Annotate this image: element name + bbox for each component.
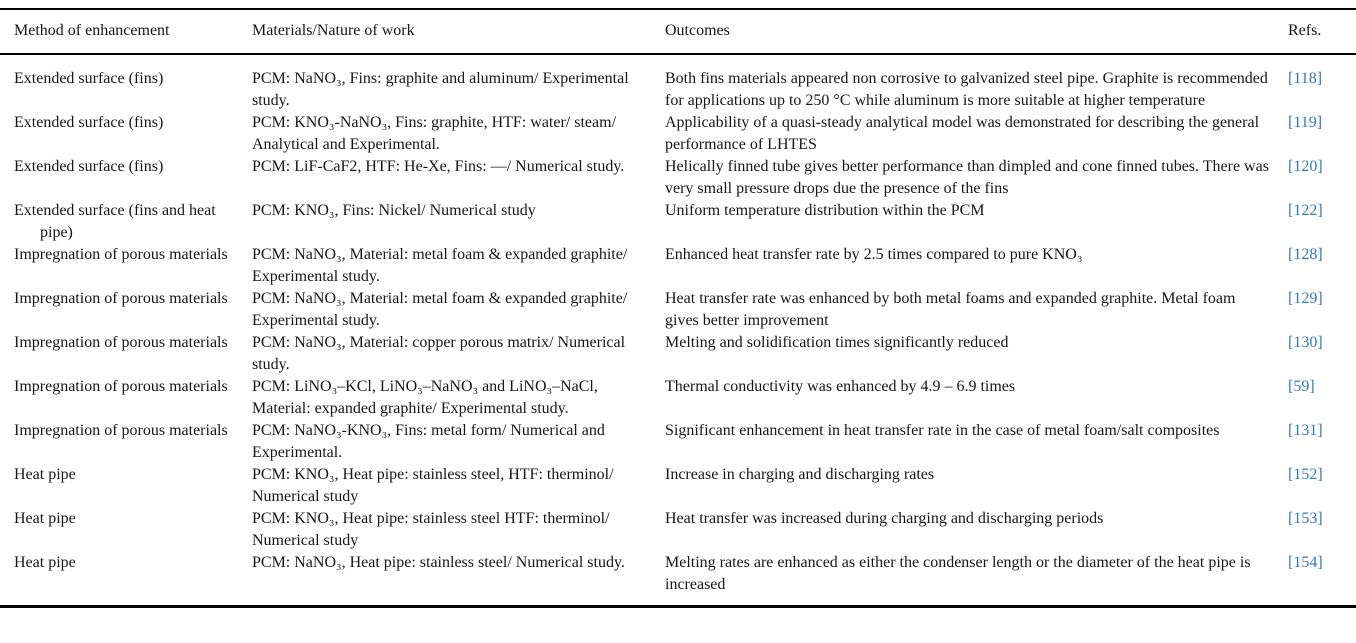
table-row [0, 464, 1356, 508]
refs-cell [1288, 420, 1356, 464]
method-cell: Impregnation of porous materials [14, 422, 228, 439]
table-row [0, 288, 1356, 332]
outcomes-cell: Significant enhancement in heat transfer rate in the case of metal foam/salt composites [665, 422, 1220, 439]
refs-cell [1288, 156, 1356, 200]
column-header-materials: Materials/Nature of work [252, 9, 665, 54]
materials-cell: PCM: KNO₃-NaNO₃, Fins: graphite, HTF: water/ steam/ Analytical and Experimental. [252, 114, 617, 153]
materials-cell: PCM: LiNO₃–KCl, LiNO₃–NaNO₃ and LiNO₃–NaCl, Material: expanded graphite/ Experimental study. [252, 378, 598, 417]
enhancement-methods-table [0, 8, 1356, 608]
materials-cell: PCM: NaNO₃, Heat pipe: stainless steel/ Numerical study. [252, 554, 625, 571]
refs-cell [1288, 332, 1356, 376]
method-cell: Impregnation of porous materials [14, 246, 228, 263]
outcomes-cell: Heat transfer was increased during charging and discharging periods [665, 510, 1104, 527]
table-header [0, 9, 1356, 54]
reference-link[interactable]: [118] [1288, 70, 1323, 87]
reference-link[interactable]: [154] [1288, 554, 1323, 571]
method-cell: Extended surface (fins) [14, 70, 164, 87]
table-row [0, 112, 1356, 156]
refs-cell [1288, 288, 1356, 332]
reference-link[interactable]: [152] [1288, 466, 1323, 483]
outcomes-cell: Applicability of a quasi-steady analytical model was demonstrated for describing the general performance of LHTES [665, 114, 1260, 153]
refs-cell [1288, 464, 1356, 508]
method-cell: Extended surface (fins and heat pipe) [14, 202, 216, 241]
outcomes-cell: Both fins materials appeared non corrosive to galvanized steel pipe. Graphite is recommended for applications up to 250 °C while aluminum is more suitable at higher temperature [665, 70, 1268, 109]
refs-cell [1288, 376, 1356, 420]
outcomes-cell: Enhanced heat transfer rate by 2.5 times compared to pure KNO₃ [665, 246, 1083, 263]
materials-cell: PCM: NaNO₃-KNO₃, Fins: metal form/ Numerical and Experimental. [252, 422, 605, 461]
table-row [0, 552, 1356, 607]
outcomes-cell: Melting and solidification times significantly reduced [665, 334, 1009, 351]
refs-cell [1288, 244, 1356, 288]
column-header-method: Method of enhancement [0, 9, 252, 54]
refs-cell [1288, 552, 1356, 607]
reference-link[interactable]: [59] [1288, 378, 1315, 395]
column-header-refs: Refs. [1288, 9, 1356, 54]
method-cell: Impregnation of porous materials [14, 290, 228, 307]
method-cell: Extended surface (fins) [14, 114, 164, 131]
table-row [0, 332, 1356, 376]
method-cell: Extended surface (fins) [14, 158, 164, 175]
materials-cell: PCM: NaNO₃, Material: metal foam & expanded graphite/ Experimental study. [252, 290, 628, 329]
materials-cell: PCM: NaNO₃, Material: copper porous matrix/ Numerical study. [252, 334, 626, 373]
materials-cell: PCM: KNO₃, Heat pipe: stainless steel, HTF: therminol/ Numerical study [252, 466, 614, 505]
method-cell: Heat pipe [14, 510, 76, 527]
refs-cell [1288, 200, 1356, 244]
header-row [0, 9, 1356, 54]
outcomes-cell: Uniform temperature distribution within the PCM [665, 202, 985, 219]
table-row [0, 420, 1356, 464]
table-body [0, 54, 1356, 607]
reference-link[interactable]: [120] [1288, 158, 1323, 175]
table-row [0, 376, 1356, 420]
materials-cell: PCM: KNO₃, Fins: Nickel/ Numerical study [252, 202, 536, 219]
refs-cell [1288, 112, 1356, 156]
table-row [0, 54, 1356, 112]
materials-cell: PCM: NaNO₃, Material: metal foam & expanded graphite/ Experimental study. [252, 246, 628, 285]
outcomes-cell: Increase in charging and discharging rates [665, 466, 935, 483]
materials-cell: PCM: KNO₃, Heat pipe: stainless steel HTF: therminol/ Numerical study [252, 510, 610, 549]
materials-cell: PCM: LiF-CaF2, HTF: He-Xe, Fins: —/ Numerical study. [252, 158, 625, 175]
table-row [0, 200, 1356, 244]
materials-cell: PCM: NaNO₃, Fins: graphite and aluminum/ Experimental study. [252, 70, 629, 109]
outcomes-cell: Helically finned tube gives better performance than dimpled and cone finned tubes. There was very small pressure drops due the presence of the fins [665, 158, 1269, 197]
outcomes-cell: Thermal conductivity was enhanced by 4.9 – 6.9 times [665, 378, 1016, 395]
method-cell: Impregnation of porous materials [14, 334, 228, 351]
method-cell: Heat pipe [14, 554, 76, 571]
refs-cell [1288, 54, 1356, 112]
reference-link[interactable]: [129] [1288, 290, 1323, 307]
column-header-outcomes: Outcomes [665, 9, 1288, 54]
reference-link[interactable]: [119] [1288, 114, 1323, 131]
method-cell: Heat pipe [14, 466, 76, 483]
method-cell: Impregnation of porous materials [14, 378, 228, 395]
reference-link[interactable]: [131] [1288, 422, 1323, 439]
table-row [0, 156, 1356, 200]
reference-link[interactable]: [128] [1288, 246, 1323, 263]
refs-cell [1288, 508, 1356, 552]
reference-link[interactable]: [122] [1288, 202, 1323, 219]
table-row [0, 244, 1356, 288]
reference-link[interactable]: [130] [1288, 334, 1323, 351]
outcomes-cell: Melting rates are enhanced as either the condenser length or the diameter of the heat pipe is increased [665, 554, 1251, 593]
table-row [0, 508, 1356, 552]
reference-link[interactable]: [153] [1288, 510, 1323, 527]
outcomes-cell: Heat transfer rate was enhanced by both metal foams and expanded graphite. Metal foam gives better improvement [665, 290, 1236, 329]
